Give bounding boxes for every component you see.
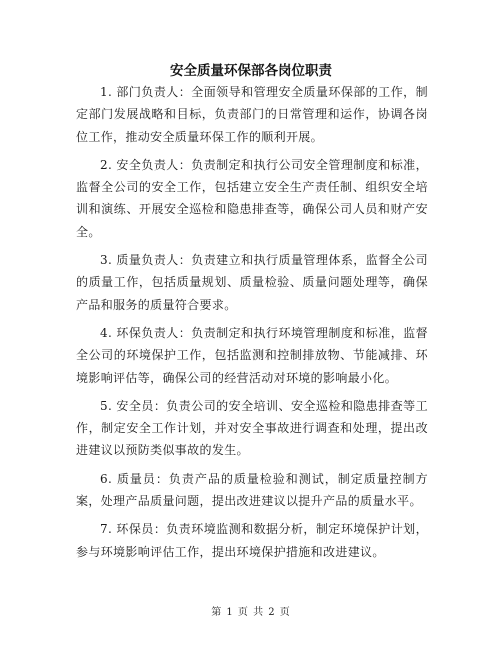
paragraph-safety-head: 2. 安全负责人：负责制定和执行公司安全管理制度和标准，监督全公司的安全工作，包括建立安全生产责任制、组织安全培训和演练、开展安全巡检和隐患排查等，确保公司人员和财产安全。 bbox=[76, 157, 428, 239]
paragraph-quality-head: 3. 质量负责人：负责建立和执行质量管理体系，监督全公司的质量工作，包括质量规划、质量检验、质量问题处理等，确保产品和服务的质量符合要求。 bbox=[76, 253, 428, 312]
document-body bbox=[76, 81, 428, 569]
paragraph-safety-officer: 5. 安全员：负责公司的安全培训、安全巡检和隐患排查等工作，制定安全工作计划，并对安全事故进行调查和处理，提出改进建议以预防类似事故的发生。 bbox=[76, 398, 428, 458]
paragraph-environment-head: 4. 环保负责人：负责制定和执行环境管理制度和标准，监督全公司的环境保护工作，包括监测和控制排放物、节能减排、环境影响评估等，确保公司的经营活动对环境的影响最小化。 bbox=[76, 325, 428, 385]
paragraph-department-head: 1. 部门负责人：全面领导和管理安全质量环保部的工作，制定部门发展战略和目标，负责部门的日常管理和运作，协调各岗位工作，推动安全质量环保工作的顺利开展。 bbox=[76, 85, 428, 144]
paragraph-environment-officer: 7. 环保员：负责环境监测和数据分析，制定环境保护计划，参与环境影响评估工作，提出环境保护措施和改进建议。 bbox=[76, 522, 428, 559]
document-title: 安全质量环保部各岗位职责 bbox=[170, 63, 332, 79]
page-number-footer: 第 1 页 共 2 页 bbox=[211, 607, 291, 618]
paragraph-quality-officer: 6. 质量员：负责产品的质量检验和测试，制定质量控制方案，处理产品质量问题，提出改进建议以提升产品的质量水平。 bbox=[76, 471, 428, 509]
